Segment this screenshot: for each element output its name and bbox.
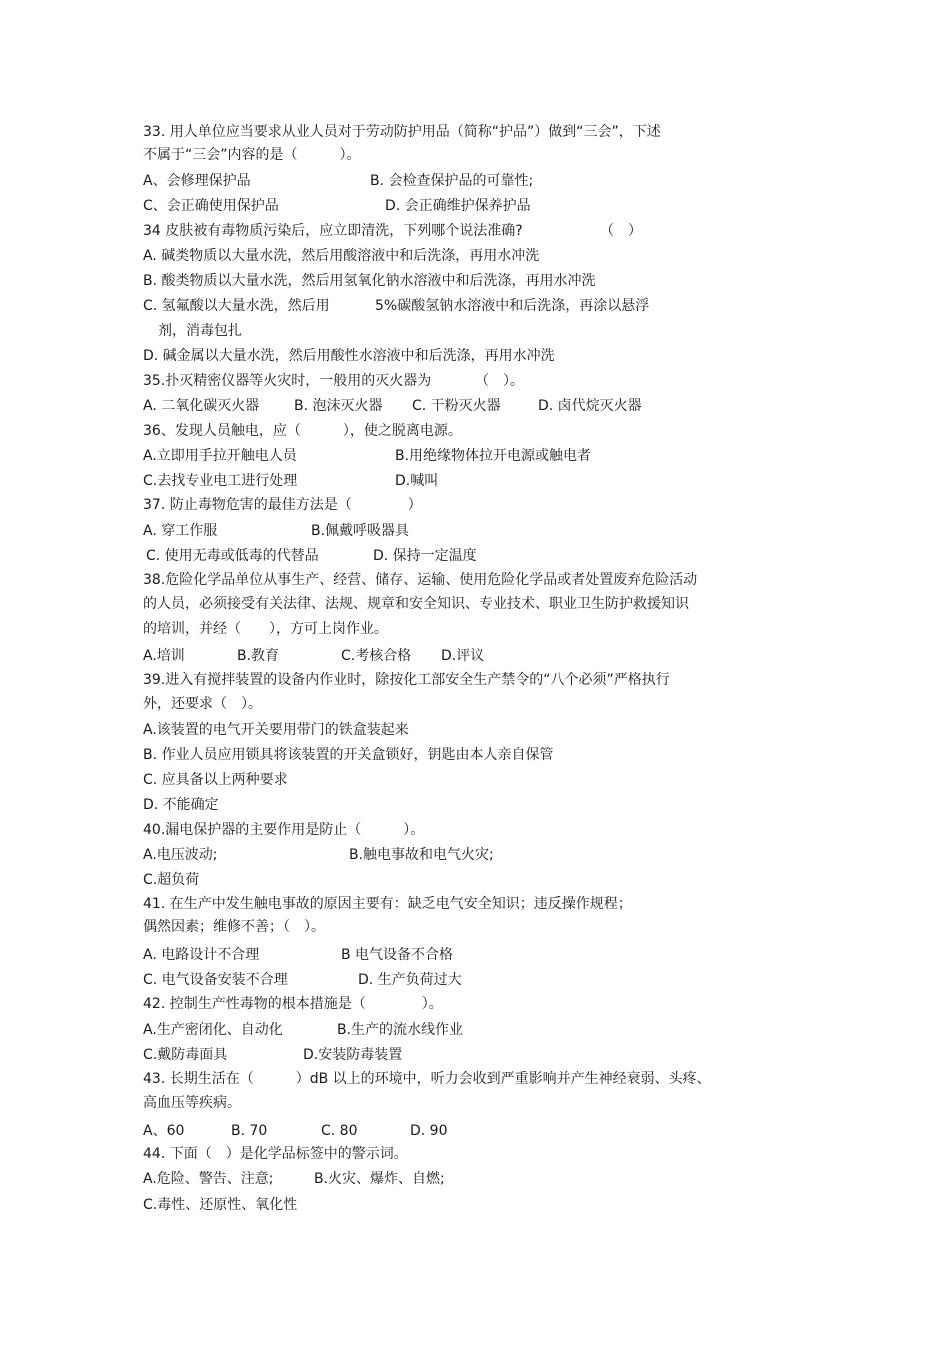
question-39-option-b: B. 作业人员应用锁具将该装置的开关盒锁好，钥匙由本人亲自保管	[143, 747, 554, 763]
question-37-option-a: A. 穿工作服	[143, 523, 218, 539]
question-37-text: 37. 防止毒物危害的最佳方法是（ ）	[143, 497, 422, 513]
question-35-text: 35.扑灭精密仪器等火灾时，一般用的灭火器为	[143, 373, 432, 389]
question-33-option-d: D. 会正确维护保养护品	[385, 198, 531, 214]
question-36-option-a: A.立即用手拉开触电人员	[143, 448, 297, 464]
question-35-option-b: B. 泡沫灭火器	[294, 398, 383, 414]
question-42-option-b: B.生产的流水线作业	[337, 1022, 464, 1038]
question-42-option-d: D.安装防毒装置	[303, 1047, 403, 1063]
question-34-option-c-part3: 剂，消毒包扎	[158, 323, 242, 339]
question-33-option-a: A、会修理保护品	[143, 173, 251, 189]
question-40-option-a: A.电压波动;	[143, 847, 218, 863]
question-34-option-c-part2: 5%碳酸氢钠水溶液中和后洗涤，再涂以悬浮	[375, 298, 650, 314]
question-36-text: 36、发现人员触电，应（ ），使之脱离电源。	[143, 423, 462, 439]
question-41-text-line1: 41. 在生产中发生触电事故的原因主要有：缺乏电气安全知识；违反操作规程；	[143, 896, 632, 912]
question-38-text-line3: 的培训，并经（ ），方可上岗作业。	[143, 621, 388, 637]
question-39-option-c: C. 应具备以上两种要求	[143, 772, 288, 788]
question-40-option-c: C.超负荷	[143, 872, 200, 888]
question-37-option-b: B.佩戴呼吸器具	[311, 523, 410, 539]
question-42-option-c: C.戴防毒面具	[143, 1047, 228, 1063]
question-40-option-b: B.触电事故和电气火灾;	[349, 847, 494, 863]
question-39-text-line1: 39.进入有搅拌装置的设备内作业时，除按化工部安全生产禁令的“八个必须”严格执行	[143, 672, 670, 688]
question-36-option-b: B.用绝缘物体拉开电源或触电者	[395, 448, 592, 464]
question-36-option-d: D.喊叫	[395, 473, 439, 489]
question-41-option-d: D. 生产负荷过大	[358, 972, 462, 988]
question-41-option-b: B 电气设备不合格	[341, 947, 454, 963]
question-39-option-a: A.该装置的电气开关要用带门的铁盒装起来	[143, 722, 409, 738]
question-43-option-d: D. 90	[410, 1123, 448, 1139]
question-33-option-c: C、会正确使用保护品	[143, 198, 279, 214]
question-44-option-c: C.毒性、还原性、氧化性	[143, 1197, 298, 1213]
question-38-option-a: A.培训	[143, 648, 185, 664]
question-43-option-a: A、60	[143, 1123, 185, 1139]
question-41-option-c: C. 电气设备安装不合理	[143, 972, 288, 988]
question-38-text-line1: 38.危险化学品单位从事生产、经营、储存、运输、使用危险化学品或者处置废弃危险活动	[143, 572, 698, 588]
question-41-text-line2: 偶然因素；维修不善；（ ）。	[143, 919, 325, 935]
question-36-option-c: C.去找专业电工进行处理	[143, 473, 298, 489]
question-34-option-a: A. 碱类物质以大量水洗，然后用酸溶液中和后洗涤，再用水冲洗	[143, 248, 540, 264]
question-39-option-d: D. 不能确定	[143, 797, 219, 813]
question-43-text-line1: 43. 长期生活在（ ）dB 以上的环境中，听力会收到严重影响并产生神经衰弱、头疼、	[143, 1071, 711, 1087]
question-44-option-a: A.危险、警告、注意;	[143, 1171, 274, 1187]
question-34-text: 34 皮肤被有毒物质污染后，应立即清洗，下列哪个说法准确?	[143, 223, 523, 239]
question-33-text-line1: 33. 用人单位应当要求从业人员对于劳动防护用品（简称“护品”）做到“三会”，下述	[143, 124, 661, 140]
question-34-option-b: B. 酸类物质以大量水洗，然后用氢氧化钠水溶液中和后洗涤，再用水冲洗	[143, 273, 596, 289]
question-34-option-d: D. 碱金属以大量水洗，然后用酸性水溶液中和后洗涤，再用水冲洗	[143, 348, 555, 364]
question-43-option-c: C. 80	[321, 1123, 358, 1139]
question-41-option-a: A. 电路设计不合理	[143, 947, 260, 963]
question-38-option-d: D.评议	[441, 648, 485, 664]
question-35-option-a: A. 二氧化碳灭火器	[143, 398, 260, 414]
question-35-option-d: D. 卤代烷灭火器	[538, 398, 642, 414]
question-44-text: 44. 下面（ ）是化学品标签中的警示词。	[143, 1146, 408, 1162]
question-33-text-line2: 不属于“三会”内容的是（ ）。	[143, 147, 361, 163]
question-42-text: 42. 控制生产性毒物的根本措施是（ ）。	[143, 996, 443, 1012]
question-44-option-b: B.火灾、爆炸、自燃;	[314, 1171, 445, 1187]
question-43-text-line2: 高血压等疾病。	[143, 1095, 241, 1111]
question-38-text-line2: 的人员，必须接受有关法律、法规、规章和安全知识、专业技术、职业卫生防护救援知识	[143, 596, 689, 612]
question-38-option-b: B.教育	[237, 648, 280, 664]
question-43-option-b: B. 70	[231, 1123, 268, 1139]
question-35-answer-paren: （ ）。	[475, 373, 524, 389]
question-40-text: 40.漏电保护器的主要作用是防止（ ）。	[143, 822, 425, 838]
question-42-option-a: A.生产密闭化、自动化	[143, 1022, 283, 1038]
question-34-option-c-part1: C. 氢氟酸以大量水洗，然后用	[143, 298, 330, 314]
question-33-option-b: B. 会检查保护品的可靠性;	[370, 173, 534, 189]
question-35-option-c: C. 干粉灭火器	[412, 398, 501, 414]
question-37-option-d: D. 保持一定温度	[373, 548, 477, 564]
question-38-option-c: C.考核合格	[341, 648, 412, 664]
question-34-answer-paren: （ ）	[600, 223, 642, 239]
question-37-option-c: C. 使用无毒或低毒的代替品	[146, 548, 319, 564]
question-39-text-line2: 外，还要求（ ）。	[143, 696, 262, 712]
